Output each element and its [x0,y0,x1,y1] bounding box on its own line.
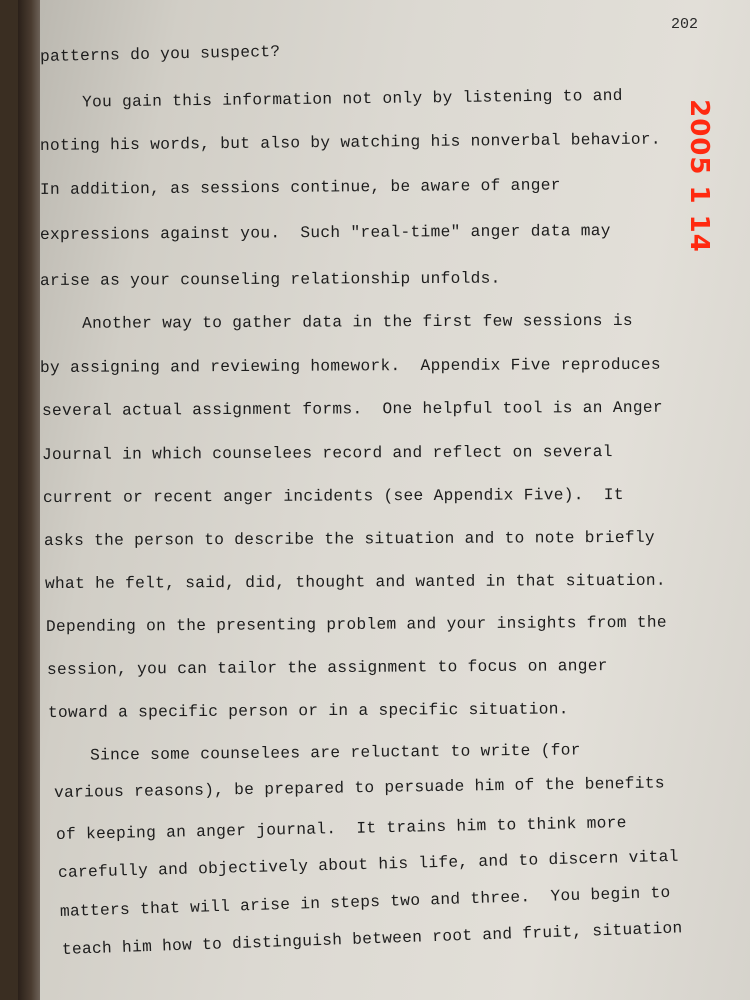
date-stamp [684,96,714,256]
text-line: teach him how to distinguish between root and fruit, situation [61,919,683,959]
text-line: In addition, as sessions continue, be aware of anger [39,176,561,199]
text-line: Since some counselees are reluctant to write (for [49,741,581,765]
text-line: asks the person to describe the situation and to note briefly [43,528,655,550]
text-line: session, you can tailor the assignment to focus on anger [46,657,608,679]
text-line: various reasons), be prepared to persuade him of the benefits [53,774,665,802]
text-line: arise as your counseling relationship unfolds. [39,269,501,290]
book-spine [18,0,40,1000]
page-number: 202 [670,16,698,33]
text-line: matters that will arise in steps two and three. You begin to [59,883,671,921]
text-line: Journal in which counselees record and reflect on several [41,443,613,464]
text-line: patterns do you suspect? [39,42,281,66]
text-line: current or recent anger incidents (see Appendix Five). It [42,485,624,507]
text-line: Depending on the presenting problem and your insights from the [45,613,667,636]
document-page [18,0,750,1000]
text-line: You gain this information not only by listening to and [41,86,623,112]
text-line: noting his words, but also by watching his nonverbal behavior. [39,130,661,155]
text-line: of keeping an anger journal. It trains him to think more [55,814,627,844]
text-line: several actual assignment forms. One helpful tool is an Anger [41,398,663,420]
text-line: toward a specific person or in a specific situation. [47,700,569,722]
text-line: what he felt, said, did, thought and wanted in that situation. [44,571,666,593]
date-stamp-text: 2005 1 14 [684,99,714,253]
text-line: carefully and objectively about his life, and to discern vital [57,847,679,882]
text-line: expressions against you. Such "real-time" anger data may [39,222,611,244]
text-line: by assigning and reviewing homework. Appendix Five reproduces [39,355,661,377]
text-line: Another way to gather data in the first few sessions is [41,311,633,333]
